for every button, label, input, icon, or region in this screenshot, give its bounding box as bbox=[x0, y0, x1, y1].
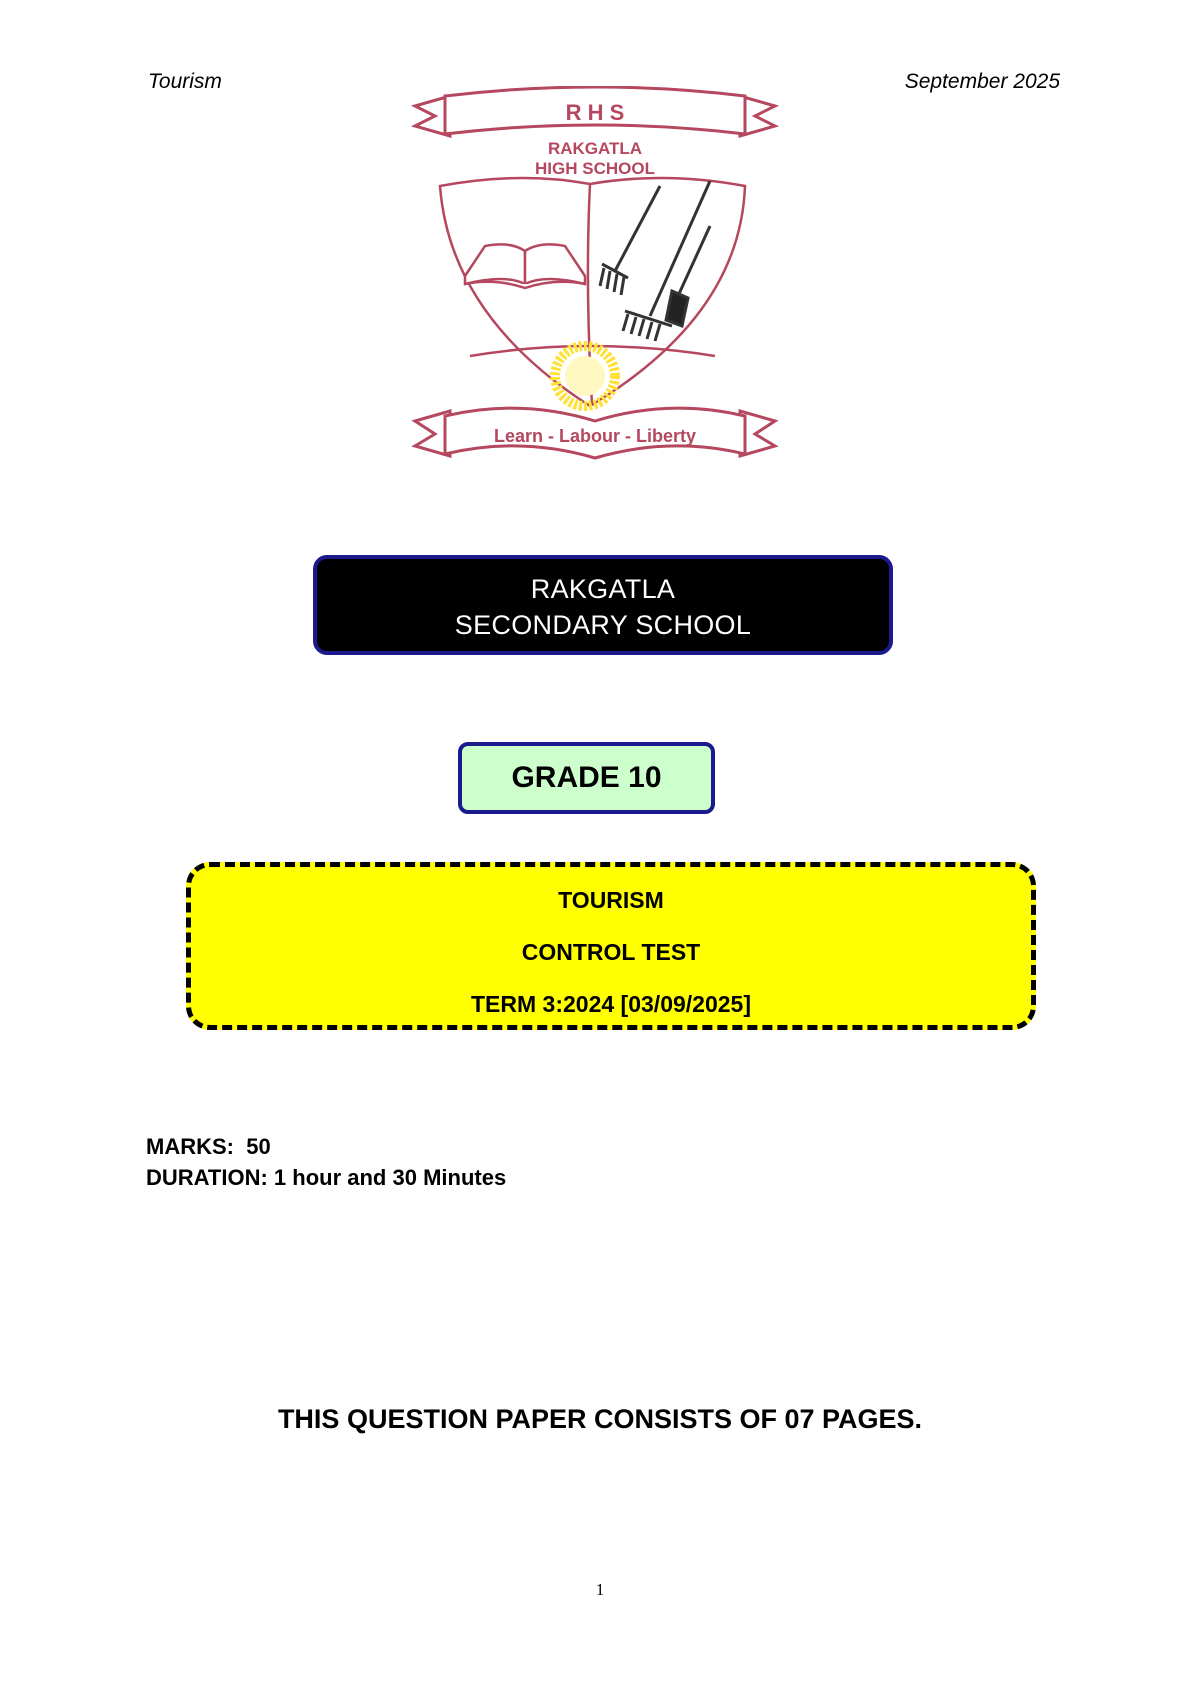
crest-school-line2: HIGH SCHOOL bbox=[535, 159, 655, 178]
subject-box bbox=[186, 862, 1036, 1030]
school-name-line2: SECONDARY SCHOOL bbox=[454, 610, 752, 640]
book-icon bbox=[465, 244, 585, 288]
grade-box: GRADE 10 bbox=[458, 742, 715, 814]
crest-motto: Learn - Labour - Liberty bbox=[493, 426, 697, 446]
marks-value: 50 bbox=[246, 1134, 271, 1159]
marks-label: MARKS: bbox=[146, 1134, 234, 1159]
header-subject: Tourism bbox=[148, 70, 222, 93]
duration-value: 1 hour and 30 Minutes bbox=[273, 1165, 507, 1190]
school-name-box bbox=[313, 555, 893, 655]
duration-line bbox=[146, 1165, 506, 1191]
crest-top-banner: R H S bbox=[565, 100, 625, 125]
header-date: September 2025 bbox=[904, 70, 1060, 93]
garden-tools-icon bbox=[600, 181, 710, 341]
term-date: TERM 3:2024 [03/09/2025] bbox=[471, 991, 751, 1017]
marks-line bbox=[146, 1134, 271, 1160]
duration-label: DURATION: bbox=[146, 1165, 268, 1190]
page-number: 1 bbox=[595, 1580, 605, 1599]
test-type: CONTROL TEST bbox=[521, 939, 701, 965]
pages-note: THIS QUESTION PAPER CONSISTS OF 07 PAGES. bbox=[277, 1404, 923, 1434]
school-crest-logo bbox=[410, 86, 780, 476]
crest-school-line1: RAKGATLA bbox=[547, 139, 643, 158]
subject-title: TOURISM bbox=[558, 887, 664, 913]
school-name-line1: RAKGATLA bbox=[530, 574, 676, 604]
